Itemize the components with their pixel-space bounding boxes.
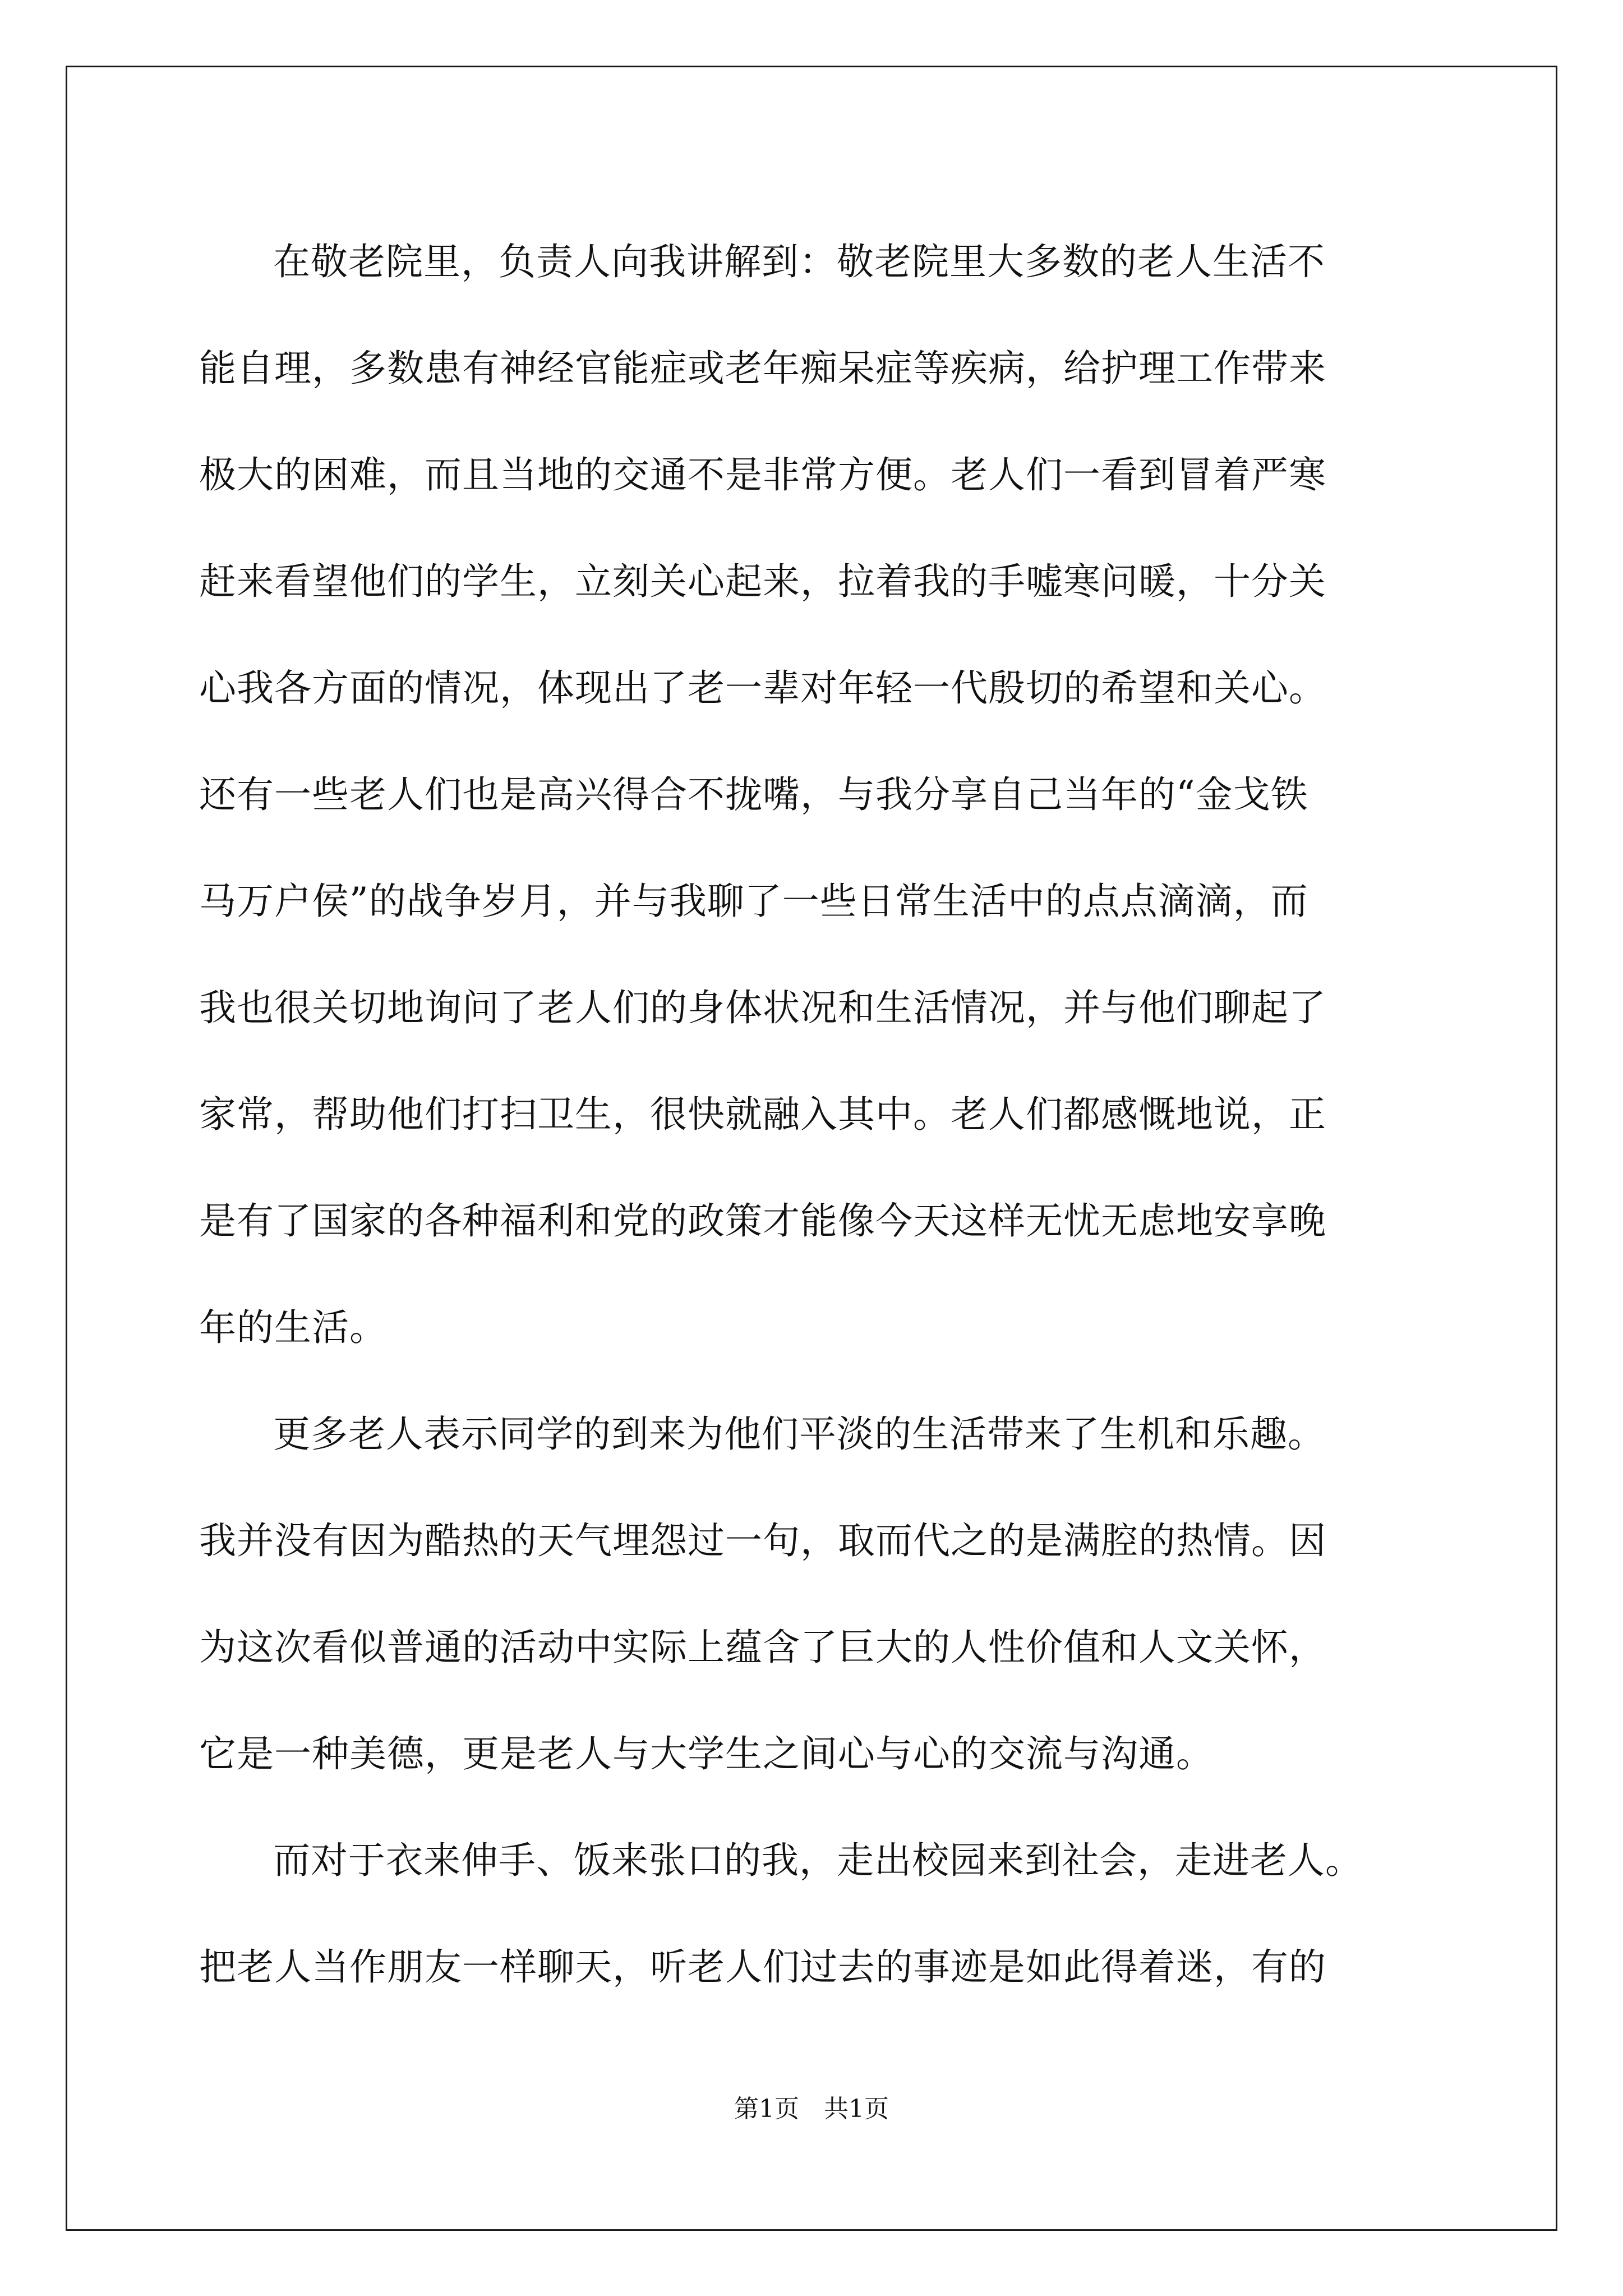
- page-footer: [0, 2088, 1623, 2124]
- text-line: 在敬老院里，负责人向我讲解到：敬老院里大多数的老人生活不: [273, 240, 1325, 283]
- text-line: 而对于衣来伸手、饭来张口的我，走出校园来到社会，走进老人。: [273, 1839, 1363, 1882]
- text-line: 家常，帮助他们打扫卫生，很快就融入其中。老人们都感慨地说，正: [199, 1093, 1326, 1136]
- text-line: 它是一种美德，更是老人与大学生之间心与心的交流与沟通。: [199, 1732, 1214, 1775]
- text-line: 为这次看似普通的活动中实际上蕴含了巨大的人性价值和人文关怀，: [199, 1626, 1326, 1669]
- text-line: 马万户侯”的战争岁月，并与我聊了一些日常生活中的点点滴滴，而: [199, 880, 1308, 923]
- text-line: 我并没有因为酷热的天气埋怨过一句，取而代之的是满腔的热情。因: [199, 1519, 1326, 1562]
- text-line: 我也很关切地询问了老人们的身体状况和生活情况，并与他们聊起了: [199, 986, 1326, 1029]
- text-line: 是有了国家的各种福利和党的政策才能像今天这样无忧无虑地安享晚: [199, 1199, 1326, 1243]
- text-line: 更多老人表示同学的到来为他们平淡的生活带来了生机和乐趣。: [273, 1412, 1325, 1456]
- text-line: 心我各方面的情况，体现出了老一辈对年轻一代殷切的希望和关心。: [199, 666, 1326, 710]
- text-line: 还有一些老人们也是高兴得合不拢嘴，与我分享自己当年的“金戈铁: [199, 773, 1308, 816]
- page-number-current: 第1页: [734, 2095, 799, 2123]
- text-line: 年的生活。: [199, 1306, 387, 1349]
- document-body: [199, 209, 1458, 2021]
- text-line: 赶来看望他们的学生，立刻关心起来，拉着我的手嘘寒问暖，十分关: [199, 560, 1326, 603]
- page-number-total: 共1页: [824, 2095, 889, 2123]
- text-line: 极大的困难，而且当地的交通不是非常方便。老人们一看到冒着严寒: [199, 453, 1326, 496]
- text-line: 把老人当作朋友一样聊天，听老人们过去的事迹是如此得着迷，有的: [199, 1945, 1326, 1989]
- text-line: 能自理，多数患有神经官能症或老年痴呆症等疾病，给护理工作带来: [199, 347, 1326, 390]
